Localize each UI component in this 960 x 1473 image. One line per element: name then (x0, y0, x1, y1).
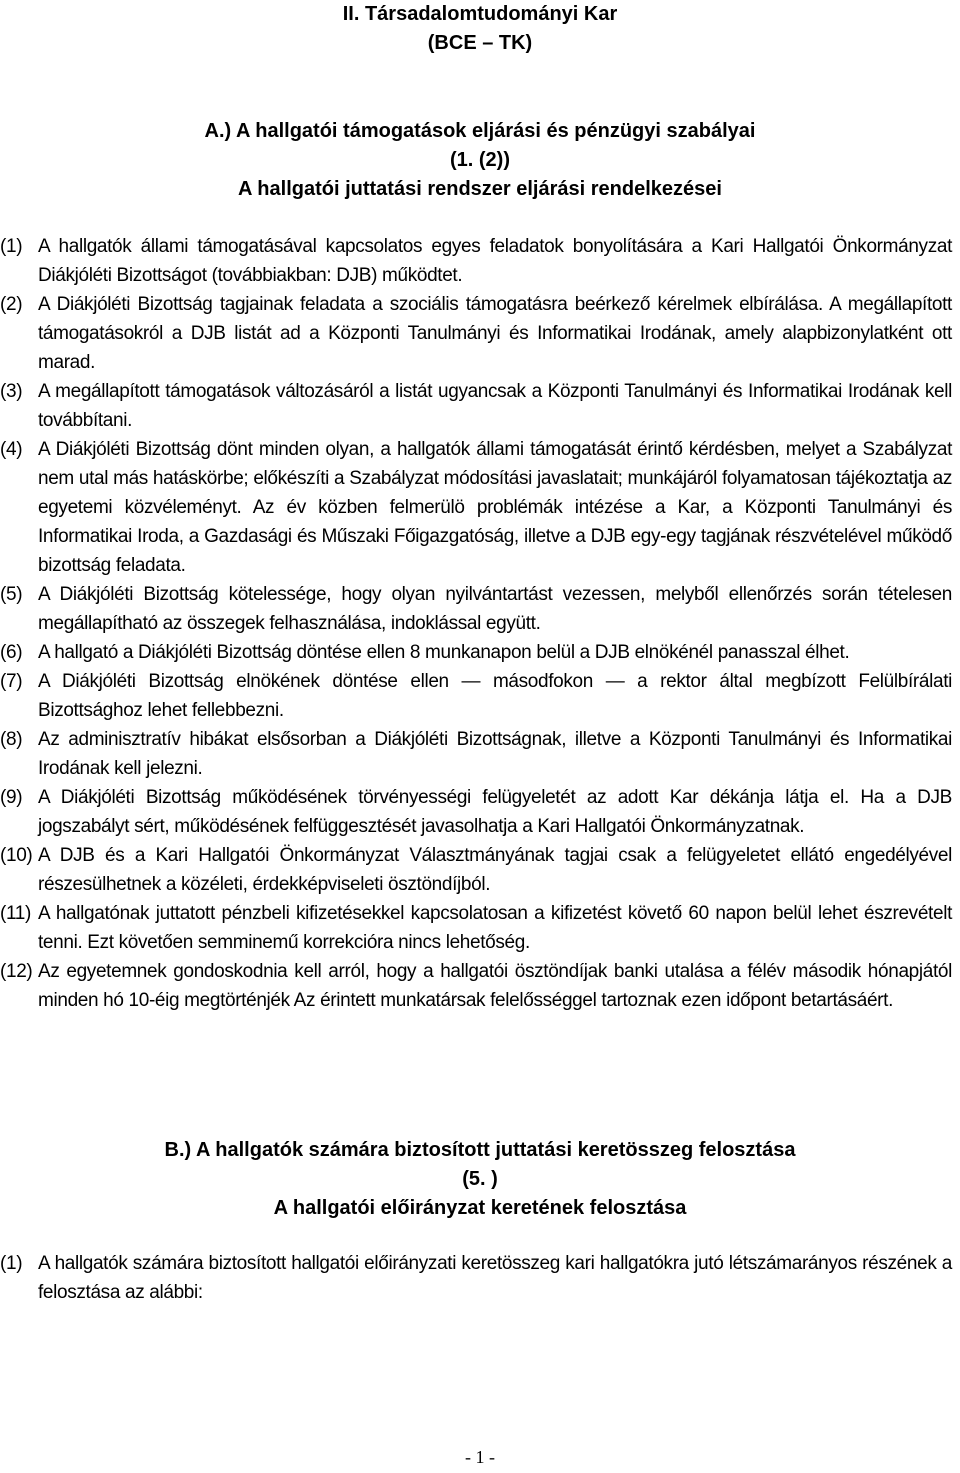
paragraph-text: A Diákjóléti Bizottság tagjainak feladata a szociális támogatásra beérkező kérelmek elbírálása. A megállapított támogatásokról a DJB listát ad a Központi Tanulmányi és Informatikai Irodának, amely alapbizonylatként ott marad. (38, 294, 952, 373)
paragraph-number: (2) (0, 294, 23, 315)
paragraph-text: Az egyetemnek gondoskodnia kell arról, hogy a hallgatói ösztöndíjak banki utalása a félév második hónapjától minden hó 10-éig megtörténjék Az érintett munkatársak felelősséggel tartoznak ezen időpont betartásáért. (38, 961, 952, 1011)
paragraph-text: A hallgatók számára biztosított hallgatói előirányzati keretösszeg kari hallgatókra jutó létszámarányos részének a felosztása az alábbi: (38, 1253, 952, 1303)
paragraph-text: A hallgatók állami támogatásával kapcsolatos egyes feladatok bonyolítására a Kari Hallgatói Önkormányzat Diákjóléti Bizottságot (továbbiakban: DJB) működtet. (38, 236, 952, 286)
paragraph-number: (7) (0, 671, 23, 692)
faculty-title: II. Társadalomtudományi Kar (342, 3, 618, 25)
faculty-title-block (0, 0, 960, 58)
section-b-subheading: A hallgatói előirányzat keretének felosztása (273, 1197, 687, 1219)
paragraph-text: A hallgatónak juttatott pénzbeli kifizetésekkel kapcsolatosan a kifizetést követő 60 napon belül lehet észrevételt tenni. Ezt követően semminemű korrekcióra nincs lehetőség. (38, 903, 952, 953)
paragraph-text: A DJB és a Kari Hallgatói Önkormányzat Választmányának tagjai csak a felügyeletet ellátó engedélyével részesülhetnek a közéleti, érdekképviseleti ösztöndíjból. (38, 845, 952, 895)
numbered-paragraph (0, 725, 952, 783)
numbered-paragraph (0, 435, 952, 580)
numbered-paragraph (0, 377, 952, 435)
section-b-heading: B.) A hallgatók számára biztosított juttatási keretösszeg felosztása (164, 1139, 796, 1161)
numbered-paragraph (0, 783, 952, 841)
section-b-heading-block (0, 1136, 960, 1223)
numbered-paragraph (0, 667, 952, 725)
paragraph-text: A Diákjóléti Bizottság működésének törvényességi felügyeletét az adott Kar dékánja látja el. Ha a DJB jogszabályt sért, működésének felfüggesztését javasolhatja a Kari Hallgatói Önkormányzatnak. (38, 787, 952, 837)
paragraph-number: (12) (0, 961, 33, 982)
paragraph-number: (1) (0, 1253, 23, 1274)
section-a-heading: A.) A hallgatói támogatások eljárási és pénzügyi szabályai (204, 120, 756, 142)
numbered-paragraph (0, 1249, 952, 1307)
numbered-paragraph (0, 580, 952, 638)
paragraph-text: A hallgató a Diákjóléti Bizottság döntése ellen 8 munkanapon belül a DJB elnökénél panasszal élhet. (38, 642, 850, 663)
paragraph-text: A megállapított támogatások változásáról a listát ugyancsak a Központi Tanulmányi és Informatikai Irodának kell továbbítani. (38, 381, 952, 431)
paragraph-text: A Diákjóléti Bizottság dönt minden olyan, a hallgatók állami támogatását érintő kérdésben, melyet a Szabályzat nem utal más hatáskörbe; előkészíti a Szabályzat módosítási javaslatait; munkájáról folyamatosan tájékoztatja az egyetemi közvéleményt. Az év közben felmerülö problémák intézése a Kar, a Központi Tanulmányi és Informatikai Iroda, a Gazdasági és Műszaki Főigazgatóság, illetve a DJB egy-egy tagjának részvételével működő bizottság feladata. (38, 439, 952, 576)
paragraph-number: (5) (0, 584, 23, 605)
paragraph-number: (10) (0, 845, 33, 866)
paragraph-number: (11) (0, 903, 31, 924)
faculty-abbrev: (BCE – TK) (427, 32, 533, 54)
paragraph-number: (8) (0, 729, 23, 750)
section-a-paragraph-ref: (1. (2)) (450, 149, 510, 171)
numbered-paragraph (0, 957, 952, 1015)
paragraph-text: A Diákjóléti Bizottság kötelessége, hogy olyan nyilvántartást vezessen, melyből ellenőrzés során tételesen megállapítható az összegek felhasználása, indoklással együtt. (38, 584, 952, 634)
paragraph-text: Az adminisztratív hibákat elsősorban a Diákjóléti Bizottságnak, illetve a Központi Tanulmányi és Informatikai Irodának kell jelezni. (38, 729, 952, 779)
section-a-items (0, 232, 956, 1015)
paragraph-text: A Diákjóléti Bizottság elnökének döntése ellen — másodfokon — a rektor által megbízott Felülbírálati Bizottsághoz lehet fellebbezni. (38, 671, 952, 721)
paragraph-number: (3) (0, 381, 23, 402)
paragraph-number: (1) (0, 236, 23, 257)
section-a-heading-block (0, 117, 960, 204)
numbered-paragraph (0, 232, 952, 290)
paragraph-number: (6) (0, 642, 23, 663)
section-a-subheading: A hallgatói juttatási rendszer eljárási rendelkezései (238, 178, 722, 200)
page-number: - 1 - (465, 1447, 495, 1467)
paragraph-number: (9) (0, 787, 23, 808)
numbered-paragraph (0, 638, 952, 667)
paragraph-number: (4) (0, 439, 23, 460)
numbered-paragraph (0, 290, 952, 377)
numbered-paragraph (0, 899, 952, 957)
section-b-items (0, 1249, 956, 1307)
numbered-paragraph (0, 841, 952, 899)
section-b-paragraph-ref: (5. ) (462, 1168, 498, 1190)
